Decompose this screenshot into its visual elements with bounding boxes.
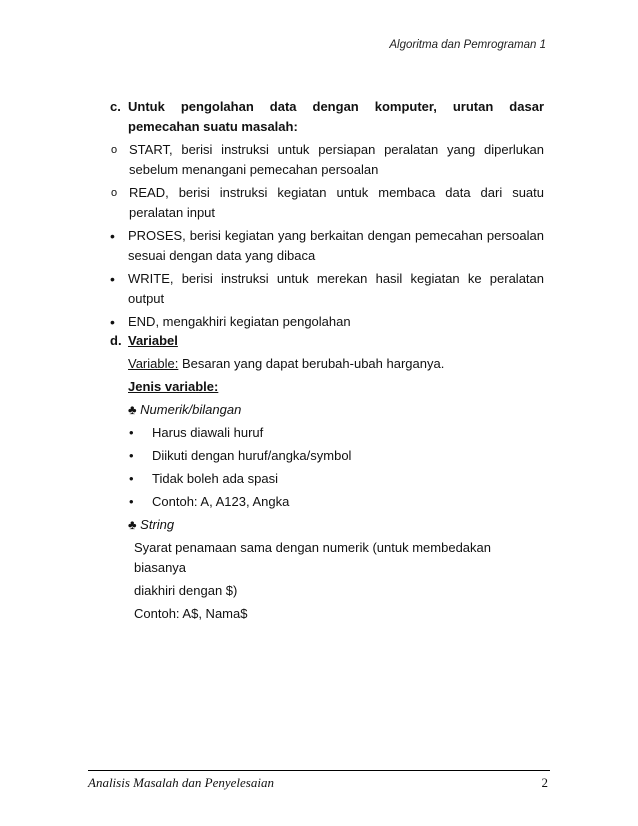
- string-description-line: Syarat penamaan sama dengan numerik (untuk membedakan biasanya: [134, 540, 491, 575]
- section-c-letter: c.: [110, 99, 121, 114]
- string-description-line: diakhiri dengan $): [134, 583, 238, 598]
- bullet-icon: •: [110, 271, 115, 287]
- definition-text: Besaran yang dapat berubah-ubah harganya.: [178, 356, 445, 371]
- list-item-text: END, mengakhiri kegiatan pengolahan: [128, 314, 351, 329]
- numeric-rule-item: [128, 492, 544, 512]
- variable-definition: [128, 354, 544, 374]
- hollow-bullet-icon: o: [111, 187, 118, 199]
- list-item-text: PROSES, berisi kegiatan yang berkaitan dengan pemecahan persoalan sesuai dengan data yang dibaca: [128, 228, 544, 263]
- section-d-heading-text: Variabel: [128, 333, 178, 348]
- header-title: Algoritma dan Pemrograman 1: [389, 39, 546, 51]
- numeric-rule-item: [128, 446, 544, 466]
- numeric-rule-text: Contoh: A, A123, Angka: [152, 494, 290, 509]
- numeric-rule-item: [128, 423, 544, 443]
- section-c: [110, 97, 544, 332]
- numeric-rule-text: Diikuti dengan huruf/angka/symbol: [152, 448, 352, 463]
- list-item-read: [110, 183, 544, 223]
- footer-divider: [88, 770, 550, 771]
- bullet-icon: •: [110, 228, 115, 244]
- club-icon: ♣: [128, 517, 137, 532]
- bullet-icon: •: [110, 314, 115, 330]
- bullet-icon: •: [129, 425, 134, 440]
- list-item-text: WRITE, berisi instruksi untuk merekan hasil kegiatan ke peralatan output: [128, 271, 544, 306]
- club-icon: ♣: [128, 402, 137, 417]
- bullet-icon: •: [129, 494, 134, 509]
- hollow-bullet-icon: o: [111, 144, 118, 156]
- string-example: Contoh: A$, Nama$: [134, 606, 248, 621]
- numeric-rule-text: Tidak boleh ada spasi: [152, 471, 278, 486]
- section-d-letter: d.: [110, 333, 122, 348]
- numeric-rule-item: [128, 469, 544, 489]
- list-item-write: [110, 269, 544, 309]
- list-item-start: [110, 140, 544, 180]
- types-heading: Jenis variable:: [128, 379, 219, 394]
- bullet-icon: •: [129, 471, 134, 486]
- numeric-type-title: [128, 400, 544, 420]
- list-item-text: READ, berisi instruksi kegiatan untuk membaca data dari suatu peralatan input: [129, 185, 544, 220]
- definition-term: Variable:: [128, 356, 179, 371]
- bullet-icon: •: [129, 448, 134, 463]
- numeric-title-text: Numerik/bilangan: [140, 402, 242, 417]
- page-number: 2: [541, 775, 548, 790]
- list-item-proses: [110, 226, 544, 266]
- section-c-heading-text: Untuk pengolahan data dengan komputer, urutan dasar pemecahan suatu masalah:: [128, 99, 544, 134]
- section-c-heading: [110, 97, 544, 137]
- string-type-title: [128, 515, 544, 535]
- section-d-heading: [110, 331, 544, 351]
- string-title-text: String: [140, 517, 175, 532]
- numeric-rule-text: Harus diawali huruf: [152, 425, 264, 440]
- list-item-end: [110, 312, 544, 332]
- list-item-text: START, berisi instruksi untuk persiapan peralatan yang diperlukan sebelum menangani pemecahan persoalan: [129, 142, 544, 177]
- section-d: [110, 331, 544, 624]
- footer-title: Analisis Masalah dan Penyelesaian: [88, 775, 274, 790]
